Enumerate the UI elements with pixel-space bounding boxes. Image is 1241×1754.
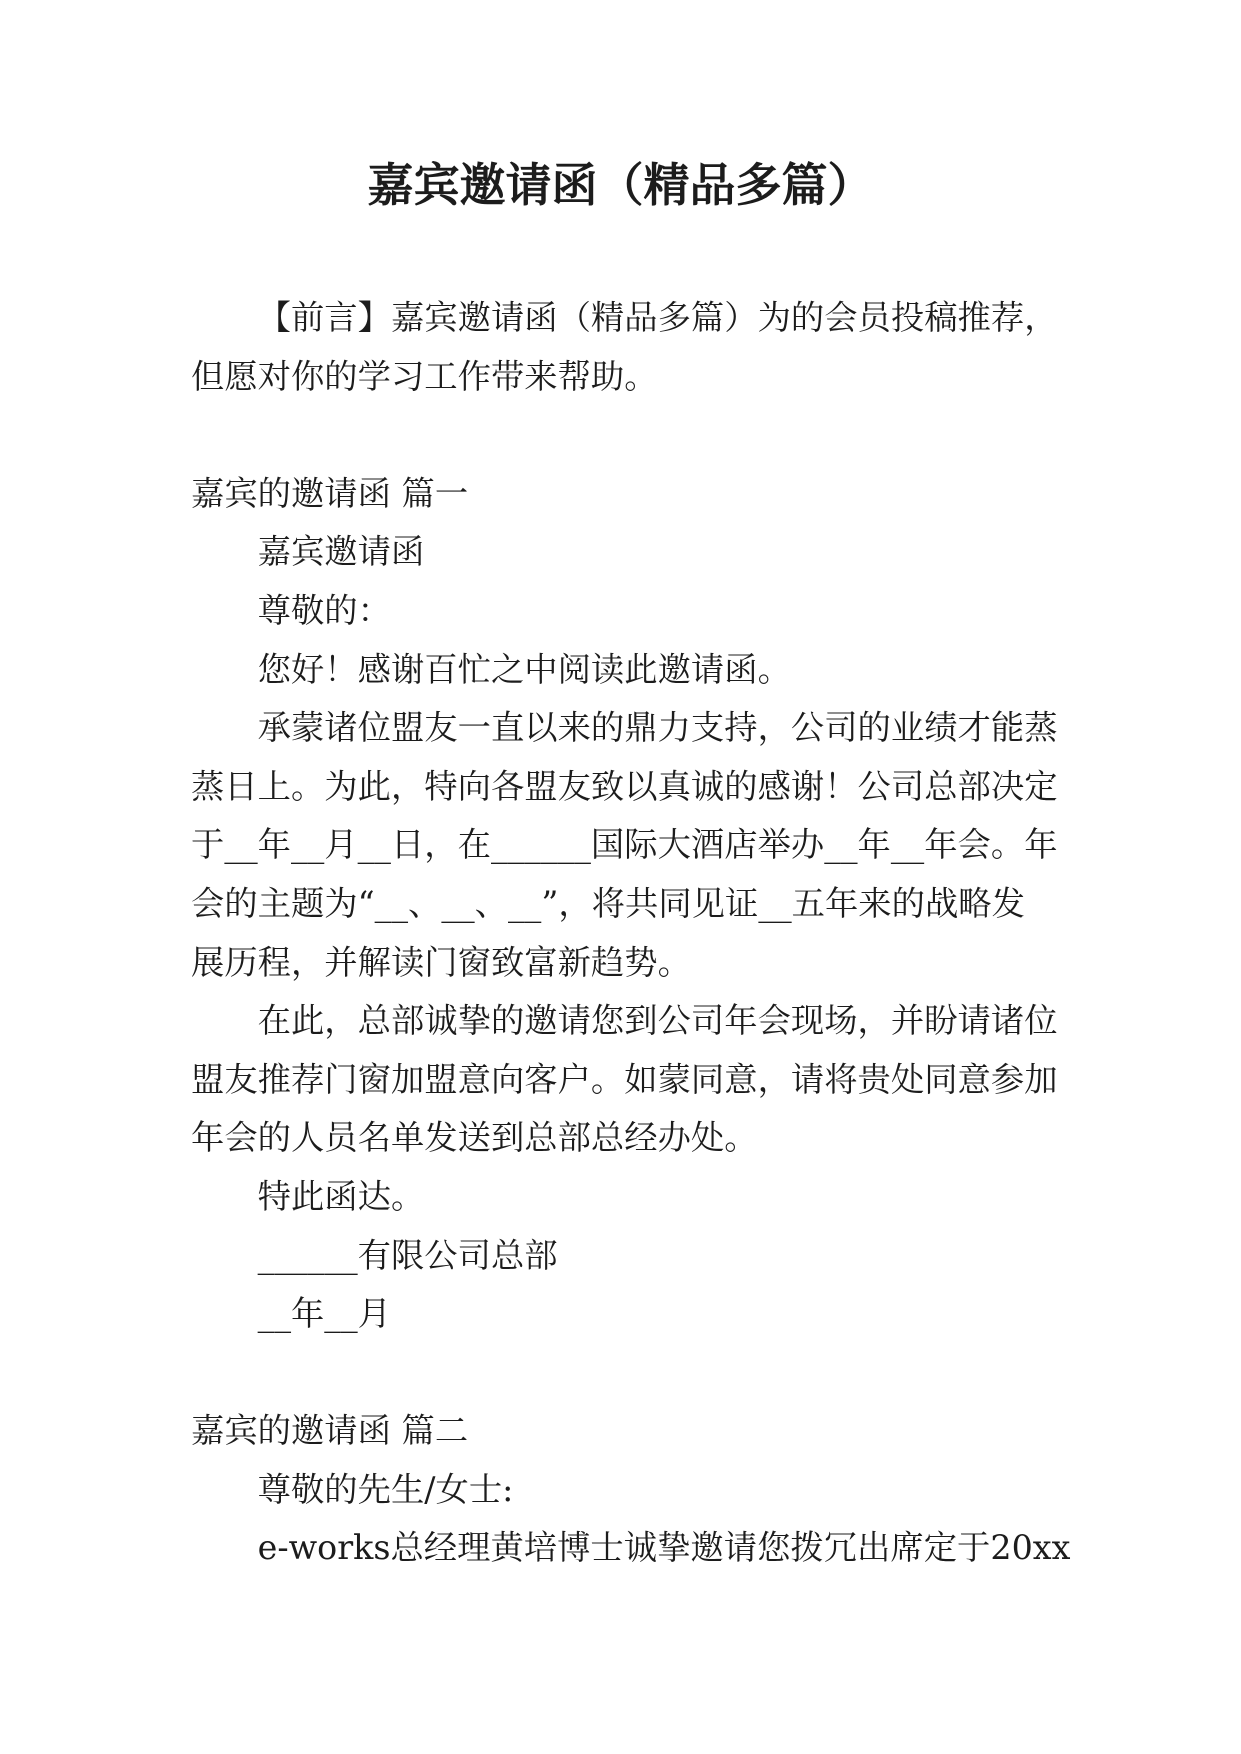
section-heading: 嘉宾的邀请函 篇二 bbox=[191, 1411, 469, 1451]
paragraph-line: 在此，总部诚挚的邀请您到公司年会现场，并盼请诸位 bbox=[257, 1001, 1058, 1041]
blank-line bbox=[191, 1344, 1059, 1403]
paragraph-line: 蒸日上。为此，特向各盟友致以真诚的感谢！公司总部决定 bbox=[191, 766, 1058, 806]
body-paragraph bbox=[191, 992, 1059, 1168]
letter-title-paragraph bbox=[191, 523, 1059, 582]
signature-paragraph bbox=[191, 1227, 1059, 1286]
paragraph-line: 嘉宾邀请函 bbox=[257, 532, 425, 572]
paragraph-line: 年会的人员名单发送到总部总经办处。 bbox=[191, 1118, 758, 1158]
body-paragraph bbox=[191, 699, 1059, 992]
paragraph-line: ______有限公司总部 bbox=[257, 1235, 558, 1275]
paragraph-line: 会的主题为“__、__、__”，将共同见证__五年来的战略发 bbox=[191, 883, 1025, 923]
salutation-paragraph bbox=[191, 1461, 1059, 1520]
paragraph-line: 特此函达。 bbox=[257, 1176, 425, 1216]
paragraph-line: e-works总经理黄培博士诚挚邀请您拨冗出席定于20xx bbox=[257, 1528, 1071, 1568]
greeting-paragraph bbox=[191, 641, 1059, 700]
section-one bbox=[191, 465, 1059, 1344]
blank-line bbox=[191, 406, 1059, 465]
body-paragraph bbox=[191, 1519, 1071, 1578]
salutation-paragraph bbox=[191, 582, 1059, 641]
paragraph-line: 展历程，并解读门窗致富新趋势。 bbox=[191, 942, 691, 982]
paragraph-line: 您好！感谢百忙之中阅读此邀请函。 bbox=[257, 649, 791, 689]
preface-line: 【前言】嘉宾邀请函（精品多篇）为的会员投稿推荐， bbox=[257, 298, 1058, 337]
document-title: 嘉宾邀请函（精品多篇） bbox=[367, 158, 874, 212]
preface-line: 但愿对你的学习工作带来帮助。 bbox=[191, 356, 658, 396]
section-heading: 嘉宾的邀请函 篇一 bbox=[191, 473, 469, 513]
paragraph-line: __年__月 bbox=[257, 1294, 391, 1334]
section-two bbox=[191, 1402, 1071, 1578]
closing-paragraph bbox=[191, 1168, 1059, 1227]
date-paragraph bbox=[191, 1285, 1059, 1344]
paragraph-line: 尊敬的： bbox=[257, 590, 391, 630]
paragraph-line: 盟友推荐门窗加盟意向客户。如蒙同意，请将贵处同意参加 bbox=[191, 1059, 1058, 1099]
paragraph-line: 尊敬的先生/女士: bbox=[257, 1469, 514, 1509]
preface-paragraph bbox=[191, 289, 1059, 406]
paragraph-line: 于__年__月__日，在______国际大酒店举办__年__年会。年 bbox=[191, 825, 1058, 865]
paragraph-line: 承蒙诸位盟友一直以来的鼎力支持，公司的业绩才能蒸 bbox=[257, 708, 1058, 748]
document-body bbox=[191, 289, 1071, 1578]
